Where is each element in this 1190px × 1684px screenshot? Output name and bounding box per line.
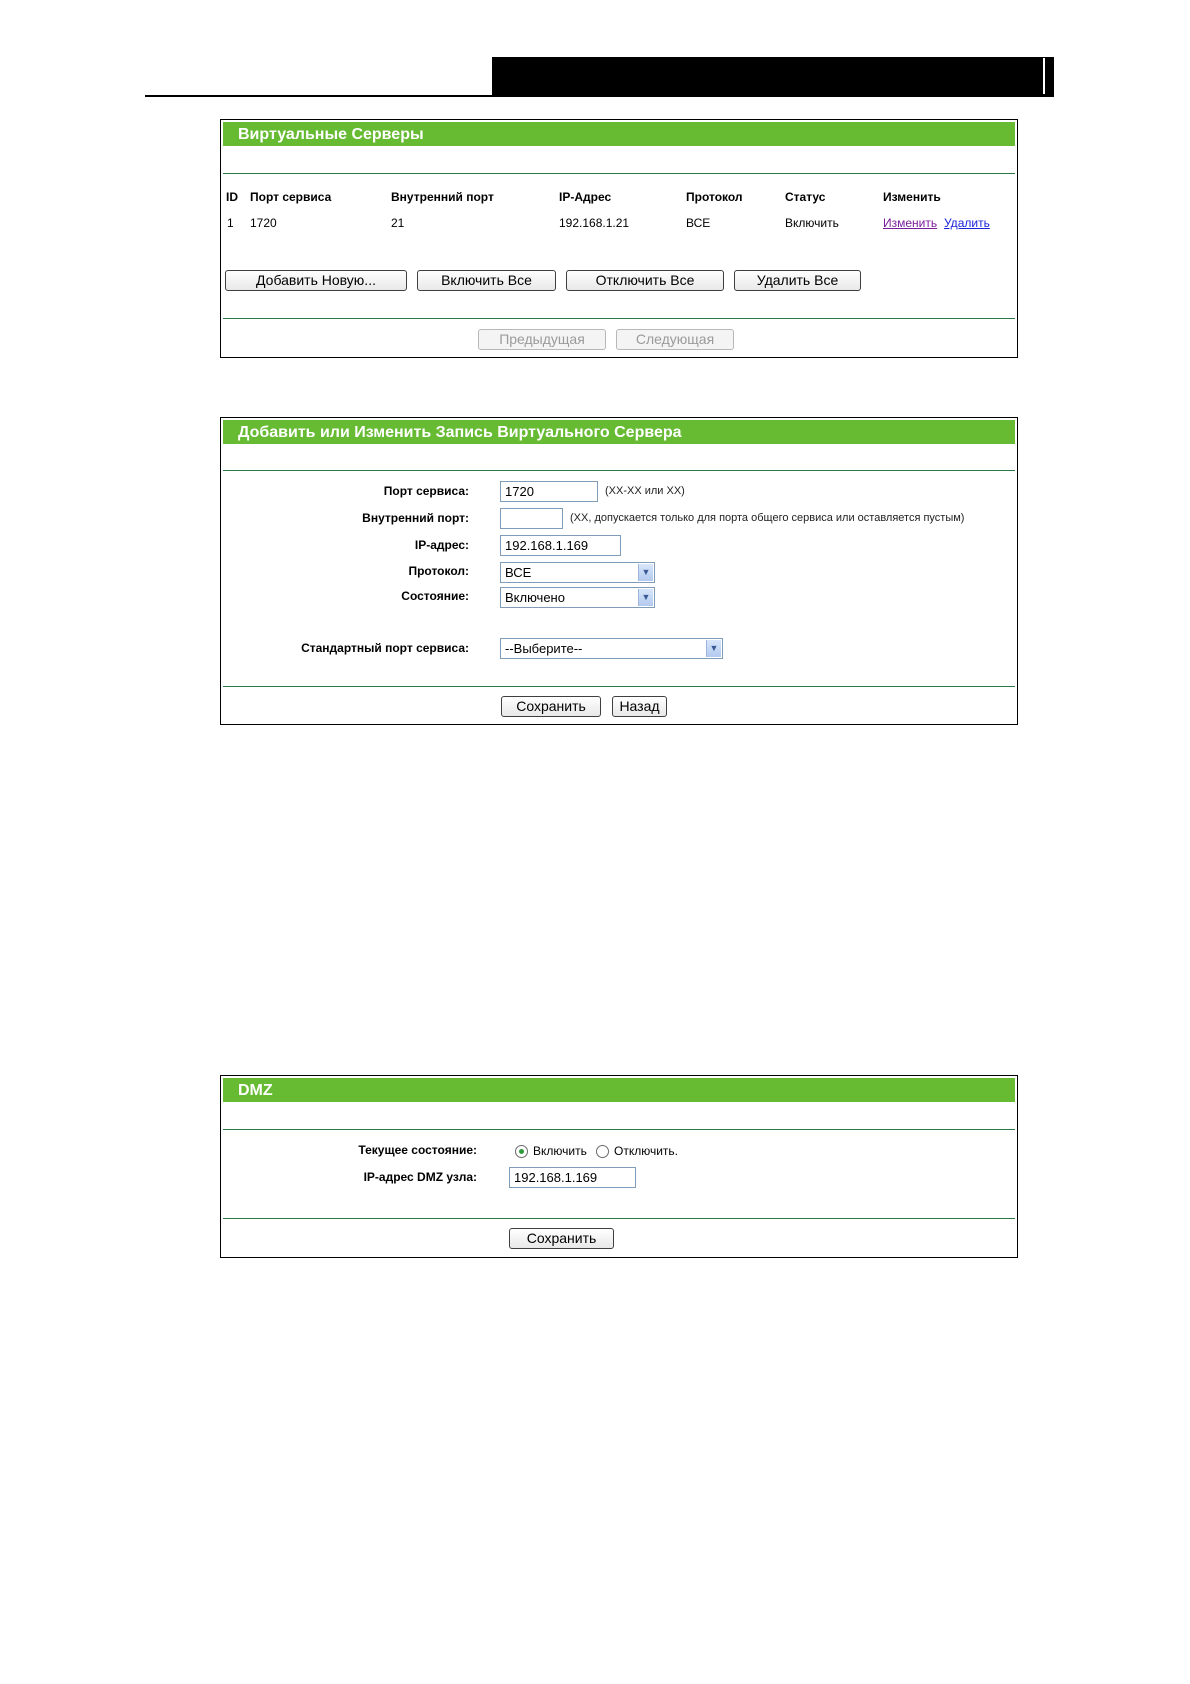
dmz-enable-radio[interactable] [515, 1145, 528, 1158]
divider [223, 173, 1015, 174]
state-select-value: Включено [505, 590, 565, 605]
edit-virtual-server-panel [220, 417, 1018, 725]
row-status: Включить [785, 216, 839, 230]
disable-all-button[interactable]: Отключить Все [566, 270, 724, 291]
save-button[interactable]: Сохранить [509, 1228, 614, 1249]
row-protocol: ВСЕ [686, 216, 711, 230]
edit-link[interactable]: Изменить [883, 216, 938, 230]
row-service-port: 1720 [250, 216, 277, 230]
back-button[interactable]: Назад [612, 696, 667, 717]
state-select[interactable] [500, 587, 655, 608]
dmz-disable-label: Отключить. [614, 1144, 678, 1158]
column-header-ip: IP-Адрес [559, 190, 612, 204]
column-header-internal-port: Внутренний порт [391, 190, 494, 204]
protocol-select-value: ВСЕ [505, 565, 532, 580]
ip-address-input[interactable]: 192.168.1.169 [500, 535, 621, 556]
standard-port-label: Стандартный порт сервиса: [301, 641, 469, 655]
column-header-id: ID [226, 190, 238, 204]
previous-page-button[interactable]: Предыдущая [478, 329, 606, 350]
row-internal-port: 21 [391, 216, 405, 230]
delete-link[interactable]: Удалить [944, 216, 990, 230]
delete-all-button[interactable]: Удалить Все [734, 270, 861, 291]
panel-header [223, 1078, 1015, 1102]
service-port-hint: (XX-XX или XX) [605, 485, 685, 497]
panel-header [223, 420, 1015, 444]
internal-port-label: Внутренний порт: [362, 511, 469, 525]
page-header-bar [492, 57, 1054, 97]
enable-all-button[interactable]: Включить Все [417, 270, 556, 291]
divider [223, 1218, 1015, 1219]
service-port-input[interactable]: 1720 [500, 481, 598, 502]
ip-address-label: IP-адрес: [414, 538, 469, 552]
protocol-label: Протокол: [408, 564, 469, 578]
row-ip: 192.168.1.21 [559, 216, 630, 230]
chevron-down-icon[interactable]: ▼ [638, 564, 653, 581]
standard-port-select[interactable] [500, 638, 723, 659]
panel-title: DMZ [238, 1082, 273, 1099]
dmz-enable-label: Включить [533, 1144, 587, 1158]
divider [223, 318, 1015, 319]
column-header-protocol: Протокол [686, 190, 743, 204]
dmz-host-ip-label: IP-адрес DMZ узла: [363, 1170, 477, 1184]
internal-port-hint: (XX, допускается только для порта общего сервиса или оставляется пустым) [570, 512, 965, 524]
current-state-label: Текущее состояние: [358, 1143, 477, 1157]
panel-header [223, 122, 1015, 146]
dmz-panel [220, 1075, 1018, 1258]
row-id: 1 [227, 216, 234, 230]
internal-port-input[interactable] [500, 508, 563, 529]
dmz-host-ip-input[interactable]: 192.168.1.169 [509, 1167, 636, 1188]
column-header-modify: Изменить [883, 190, 941, 204]
chevron-down-icon[interactable]: ▼ [706, 640, 721, 657]
divider [223, 1129, 1015, 1130]
chevron-down-icon[interactable]: ▼ [638, 589, 653, 606]
panel-title: Добавить или Изменить Запись Виртуального Сервера [238, 424, 682, 441]
virtual-servers-panel [220, 119, 1018, 358]
divider [223, 686, 1015, 687]
panel-title: Виртуальные Серверы [238, 126, 424, 143]
protocol-select[interactable] [500, 562, 655, 583]
page-header-bar-tick [1043, 58, 1045, 94]
service-port-label: Порт сервиса: [383, 484, 469, 498]
standard-port-select-value: --Выберите-- [505, 641, 583, 656]
add-new-button[interactable]: Добавить Новую... [225, 270, 407, 291]
state-label: Состояние: [401, 589, 469, 603]
column-header-service-port: Порт сервиса [250, 190, 332, 204]
next-page-button[interactable]: Следующая [616, 329, 734, 350]
column-header-status: Статус [785, 190, 826, 204]
dmz-disable-radio[interactable] [596, 1145, 609, 1158]
divider [223, 470, 1015, 471]
save-button[interactable]: Сохранить [501, 696, 601, 717]
